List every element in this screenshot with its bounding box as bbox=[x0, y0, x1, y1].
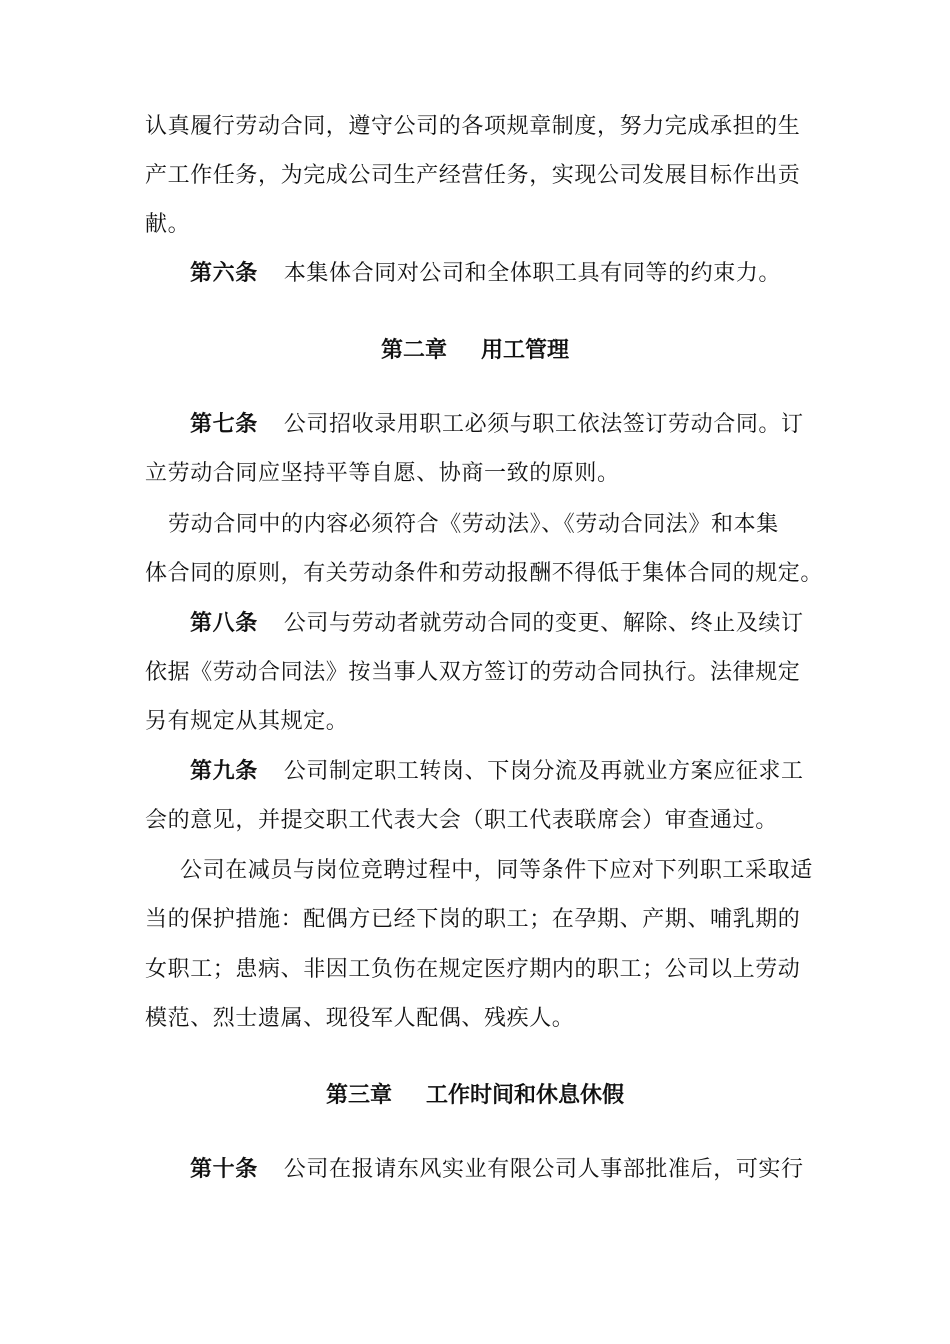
paragraph-line: 依据《劳动合同法》按当事人双方签订的劳动合同执行。法律规定 bbox=[145, 660, 801, 685]
paragraph-line: 立劳动合同应坚持平等自愿、协商一致的原则。 bbox=[145, 461, 620, 486]
paragraph-line: 献。 bbox=[145, 212, 191, 237]
article-text: 公司与劳动者就劳动合同的变更、解除、终止及续订 bbox=[283, 611, 804, 636]
paragraph-line: 体合同的原则，有关劳动条件和劳动报酬不得低于集体合同的规定。 bbox=[145, 561, 824, 586]
paragraph-line: 劳动合同中的内容必须符合《劳动法》、《劳动合同法》和本集 bbox=[168, 512, 779, 537]
article-label: 第六条 bbox=[190, 261, 258, 286]
paragraph-line: 公司在减员与岗位竞聘过程中，同等条件下应对下列职工采取适 bbox=[180, 858, 813, 883]
chapter-title: 用工管理 bbox=[481, 338, 570, 363]
chapter-number: 第二章 bbox=[380, 338, 447, 363]
article-text: 公司制定职工转岗、下岗分流及再就业方案应征求工 bbox=[283, 759, 804, 784]
chapter-heading bbox=[0, 336, 950, 366]
paragraph-line: 模范、烈士遗属、现役军人配偶、残疾人。 bbox=[145, 1006, 575, 1031]
paragraph-line: 当的保护措施：配偶方已经下岗的职工；在孕期、产期、哺乳期的 bbox=[145, 907, 801, 932]
article-label: 第九条 bbox=[190, 759, 258, 784]
article-text: 公司招收录用职工必须与职工依法签订劳动合同。订 bbox=[283, 412, 804, 437]
paragraph-line: 会的意见，并提交职工代表大会（职工代表联席会）审查通过。 bbox=[145, 808, 778, 833]
paragraph-line: 认真履行劳动合同，遵守公司的各项规章制度，努力完成承担的生 bbox=[145, 114, 801, 139]
article-7 bbox=[190, 410, 855, 440]
article-label: 第十条 bbox=[190, 1157, 258, 1182]
paragraph-line: 产工作任务，为完成公司生产经营任务，实现公司发展目标作出贡 bbox=[145, 163, 801, 188]
paragraph-line: 另有规定从其规定。 bbox=[145, 709, 349, 734]
article-8 bbox=[190, 609, 855, 639]
paragraph-line: 女职工；患病、非因工负伤在规定医疗期内的职工；公司以上劳动 bbox=[145, 957, 801, 982]
article-label: 第八条 bbox=[190, 611, 258, 636]
article-10 bbox=[190, 1155, 855, 1185]
article-9 bbox=[190, 757, 855, 787]
article-label: 第七条 bbox=[190, 412, 258, 437]
chapter-heading bbox=[0, 1081, 950, 1111]
article-text: 公司在报请东风实业有限公司人事部批准后，可实行 bbox=[283, 1157, 804, 1182]
article-6 bbox=[190, 259, 855, 289]
chapter-title: 工作时间和休息休假 bbox=[426, 1083, 625, 1108]
article-text: 本集体合同对公司和全体职工具有同等的约束力。 bbox=[283, 261, 782, 286]
chapter-number: 第三章 bbox=[325, 1083, 392, 1108]
